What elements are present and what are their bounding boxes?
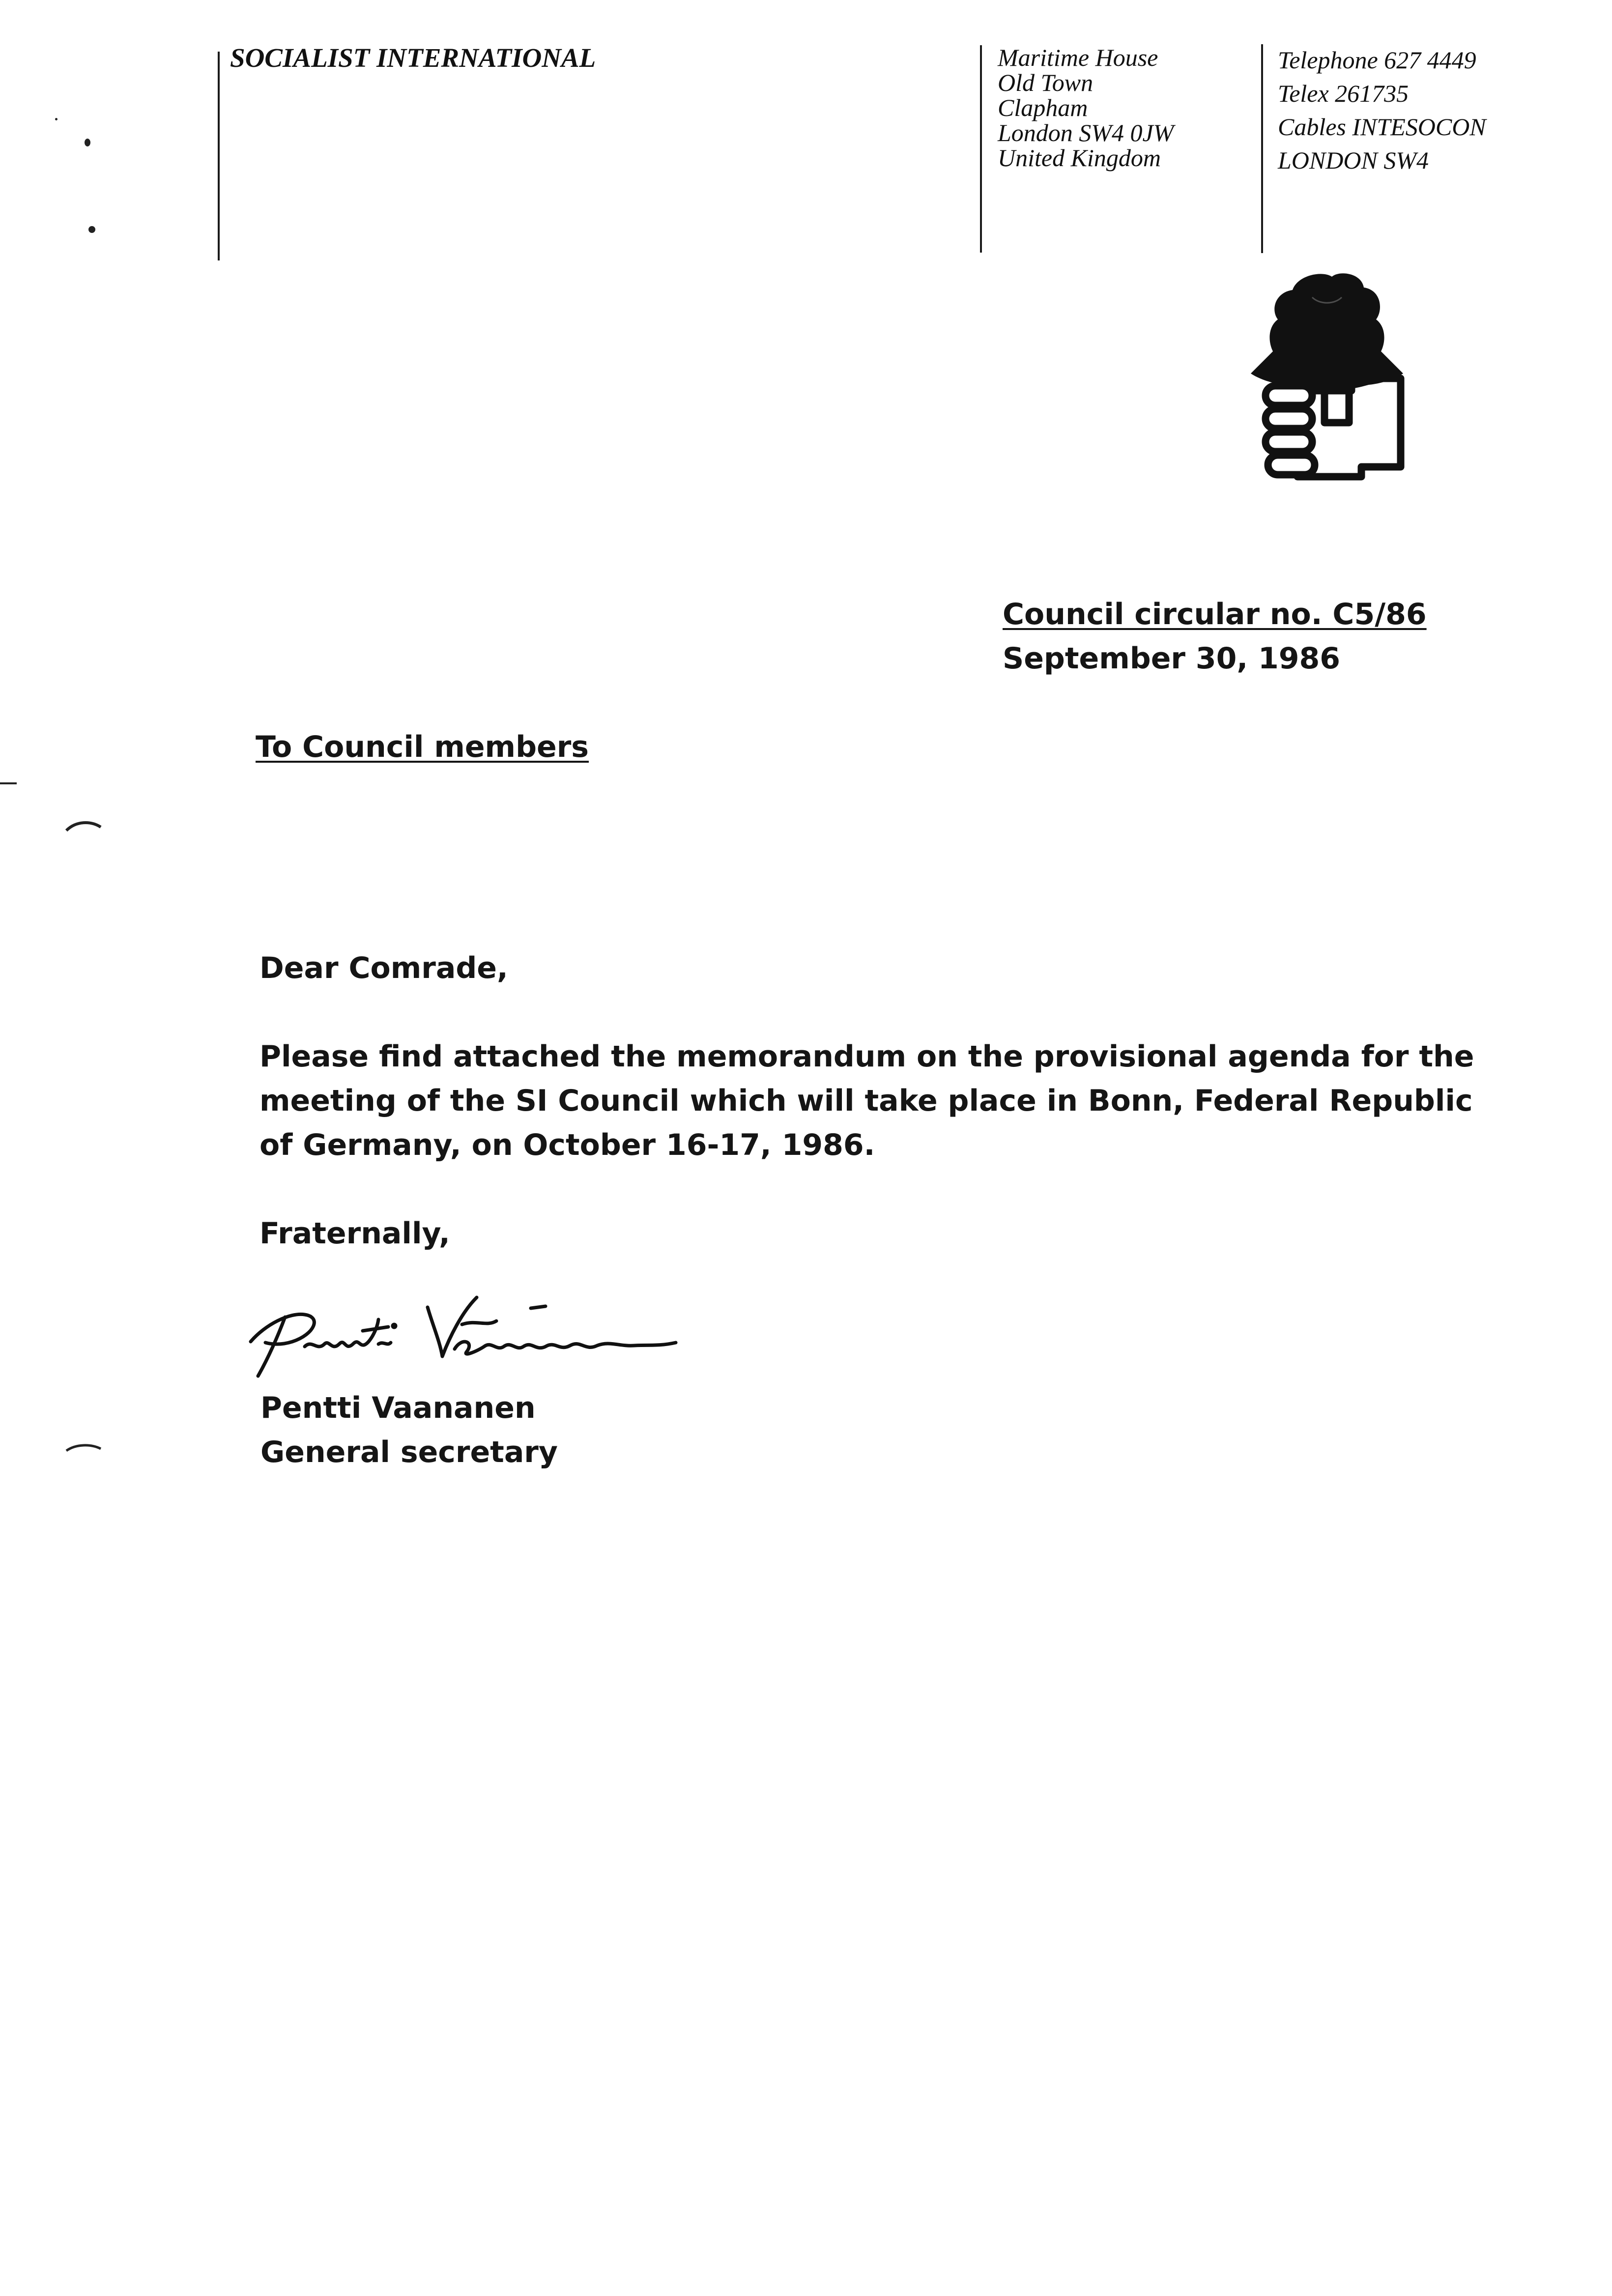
address-block (998, 45, 1174, 171)
hole-punch-arc (64, 1440, 103, 1455)
body-line: of Germany, on October 16-17, 1986. (259, 1128, 875, 1162)
closing: Fraternally, (259, 1216, 450, 1251)
fist-and-rose-icon (1238, 268, 1415, 494)
contact-block (1278, 43, 1486, 177)
circular-number: Council circular no. C5/86 (1003, 597, 1427, 631)
address-line: Old Town (998, 69, 1094, 96)
handwritten-signature (231, 1278, 688, 1383)
recipient-line: To Council members (256, 730, 589, 764)
body-line: meeting of the SI Council which will take place in Bonn, Federal Republic (259, 1084, 1473, 1118)
contact-line: Telephone 627 4449 (1278, 46, 1476, 74)
letterhead-rule-left (218, 52, 220, 260)
signer-name: Pentti Vaananen (260, 1391, 536, 1425)
signer-title: General secretary (260, 1435, 558, 1469)
scan-speck (85, 139, 90, 146)
contact-line: Telex 261735 (1278, 80, 1409, 107)
organization-name: SOCIALIST INTERNATIONAL (230, 43, 596, 73)
letterhead-rule-right (1261, 44, 1263, 253)
scan-speck (55, 118, 58, 120)
body-line: Please find attached the memorandum on the provisional agenda for the (259, 1039, 1474, 1074)
address-line: United Kingdom (998, 144, 1161, 172)
address-line: Clapham (998, 94, 1088, 121)
letterhead-rule-middle (980, 45, 982, 253)
contact-line: LONDON SW4 (1278, 146, 1429, 174)
hole-punch-arc (64, 818, 103, 833)
letter-date: September 30, 1986 (1003, 641, 1341, 676)
scan-speck (88, 226, 95, 233)
body-paragraph (259, 1034, 1474, 1167)
address-line: London SW4 0JW (998, 119, 1174, 146)
contact-line: Cables INTESOCON (1278, 113, 1486, 141)
margin-dash (0, 782, 17, 784)
address-line: Maritime House (998, 44, 1158, 71)
salutation: Dear Comrade, (259, 951, 508, 985)
